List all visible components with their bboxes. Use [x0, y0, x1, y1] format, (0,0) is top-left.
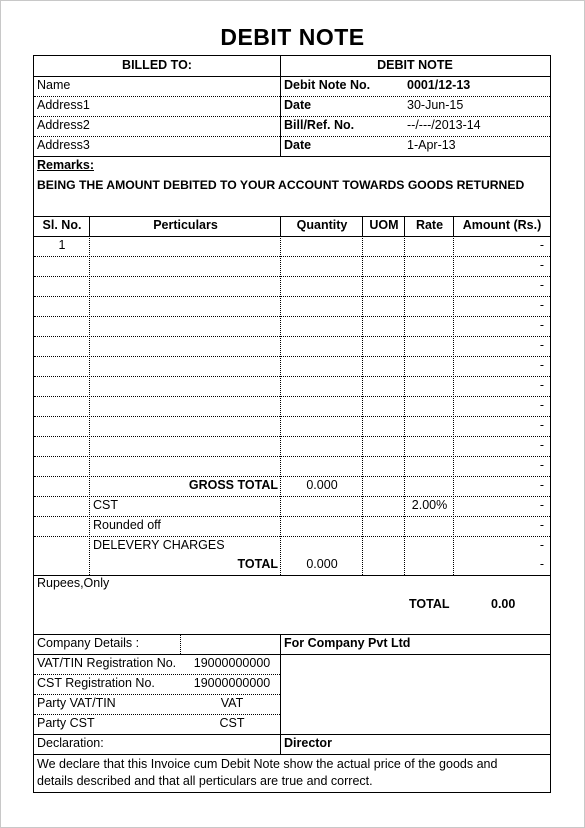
party-cst-label: Party CST — [37, 716, 95, 730]
row-amount[interactable]: - — [539, 418, 544, 432]
bill-ref-no-label: Bill/Ref. No. — [284, 118, 355, 132]
table-row[interactable] — [34, 336, 550, 356]
table-row[interactable] — [34, 256, 550, 276]
row-amount[interactable]: - — [539, 278, 544, 292]
total-label: TOTAL — [237, 557, 278, 571]
debit-note-date-value[interactable]: 30-Jun-15 — [407, 98, 464, 112]
debit-note-header: DEBIT NOTE — [377, 58, 453, 72]
delivery-charges-label: DELEVERY CHARGES — [93, 538, 225, 552]
table-row[interactable] — [34, 276, 550, 296]
row-amount[interactable]: - — [539, 298, 544, 312]
remarks-label: Remarks: — [37, 158, 94, 172]
billed-to-header: BILLED TO: — [122, 58, 192, 72]
table-row[interactable] — [34, 436, 550, 456]
bill-ref-no-value[interactable]: --/---/2013-14 — [407, 118, 481, 132]
debit-note-form — [33, 55, 551, 793]
rupees-in-words[interactable]: Rupees,Only — [37, 576, 110, 590]
bill-date-value[interactable]: 1-Apr-13 — [407, 138, 456, 152]
debit-note-no-label: Debit Note No. — [284, 78, 371, 92]
grand-total-value[interactable]: 0.00 — [491, 597, 516, 611]
cst-rate[interactable]: 2.00% — [411, 498, 448, 512]
page-title: DEBIT NOTE — [220, 24, 365, 50]
total-quantity[interactable]: 0.000 — [306, 557, 338, 571]
cst-registration-value[interactable]: 19000000000 — [193, 676, 271, 690]
vat-tin-label: VAT/TIN Registration No. — [37, 656, 177, 670]
table-row[interactable] — [34, 316, 550, 336]
cst-registration-label: CST Registration No. — [37, 676, 155, 690]
remarks-text[interactable]: BEING THE AMOUNT DEBITED TO YOUR ACCOUNT TOWARDS GOODS RETURNED — [37, 178, 525, 192]
col-quantity: Quantity — [296, 218, 348, 232]
table-row[interactable] — [34, 376, 550, 396]
billed-to-address2[interactable]: Address2 — [37, 118, 90, 132]
bill-date-label: Date — [284, 138, 312, 152]
row-amount[interactable]: - — [539, 438, 544, 452]
table-row[interactable] — [34, 356, 550, 376]
row-amount[interactable]: - — [539, 358, 544, 372]
col-particulars: Perticulars — [153, 218, 218, 232]
rounded-off-label: Rounded off — [93, 518, 161, 532]
vat-tin-value[interactable]: 19000000000 — [193, 656, 271, 670]
rounded-off-amount[interactable]: - — [539, 518, 544, 532]
cst-amount[interactable]: - — [539, 498, 544, 512]
debit-note-date-label: Date — [284, 98, 312, 112]
party-vat-tin-label: Party VAT/TIN — [37, 696, 116, 710]
declaration-text: We declare that this Invoice cum Debit Note show the actual price of the goods and details described and that all perticulars are true and correct. — [37, 757, 498, 788]
billed-to-name[interactable]: Name — [37, 78, 71, 92]
delivery-charges-amount[interactable]: - — [539, 538, 544, 552]
party-cst-value[interactable]: CST — [219, 716, 245, 730]
table-row[interactable] — [34, 236, 550, 256]
debit-note-no-value[interactable]: 0001/12-13 — [407, 78, 471, 92]
table-row[interactable] — [34, 396, 550, 416]
col-rate: Rate — [415, 218, 444, 232]
col-sl-no: Sl. No. — [42, 218, 82, 232]
for-company-label: For Company Pvt Ltd — [284, 636, 411, 650]
party-vat-tin-value[interactable]: VAT — [220, 696, 244, 710]
row-amount[interactable]: - — [539, 378, 544, 392]
row-amount[interactable]: - — [539, 338, 544, 352]
col-uom: UOM — [369, 218, 399, 232]
row-amount[interactable]: - — [539, 258, 544, 272]
company-details-header: Company Details : — [37, 636, 140, 650]
director-label: Director — [284, 736, 332, 750]
grand-total-label: TOTAL — [409, 597, 450, 611]
declaration-label: Declaration: — [37, 736, 104, 750]
gross-total-quantity[interactable]: 0.000 — [306, 478, 338, 492]
gross-total-label: GROSS TOTAL — [188, 478, 278, 492]
billed-to-address1[interactable]: Address1 — [37, 98, 90, 112]
total-amount[interactable]: - — [539, 557, 544, 571]
billed-to-address3[interactable]: Address3 — [37, 138, 90, 152]
table-row[interactable] — [34, 416, 550, 436]
table-row[interactable] — [34, 456, 550, 476]
row-amount[interactable]: - — [539, 458, 544, 472]
row-amount[interactable]: - — [539, 398, 544, 412]
row-amount[interactable]: - — [539, 238, 544, 252]
col-amount: Amount (Rs.) — [462, 218, 542, 232]
cst-label: CST — [93, 498, 118, 512]
row-amount[interactable]: - — [539, 318, 544, 332]
gross-total-amount[interactable]: - — [539, 478, 544, 492]
row-sl-no: 1 — [58, 238, 66, 252]
table-row[interactable] — [34, 296, 550, 316]
